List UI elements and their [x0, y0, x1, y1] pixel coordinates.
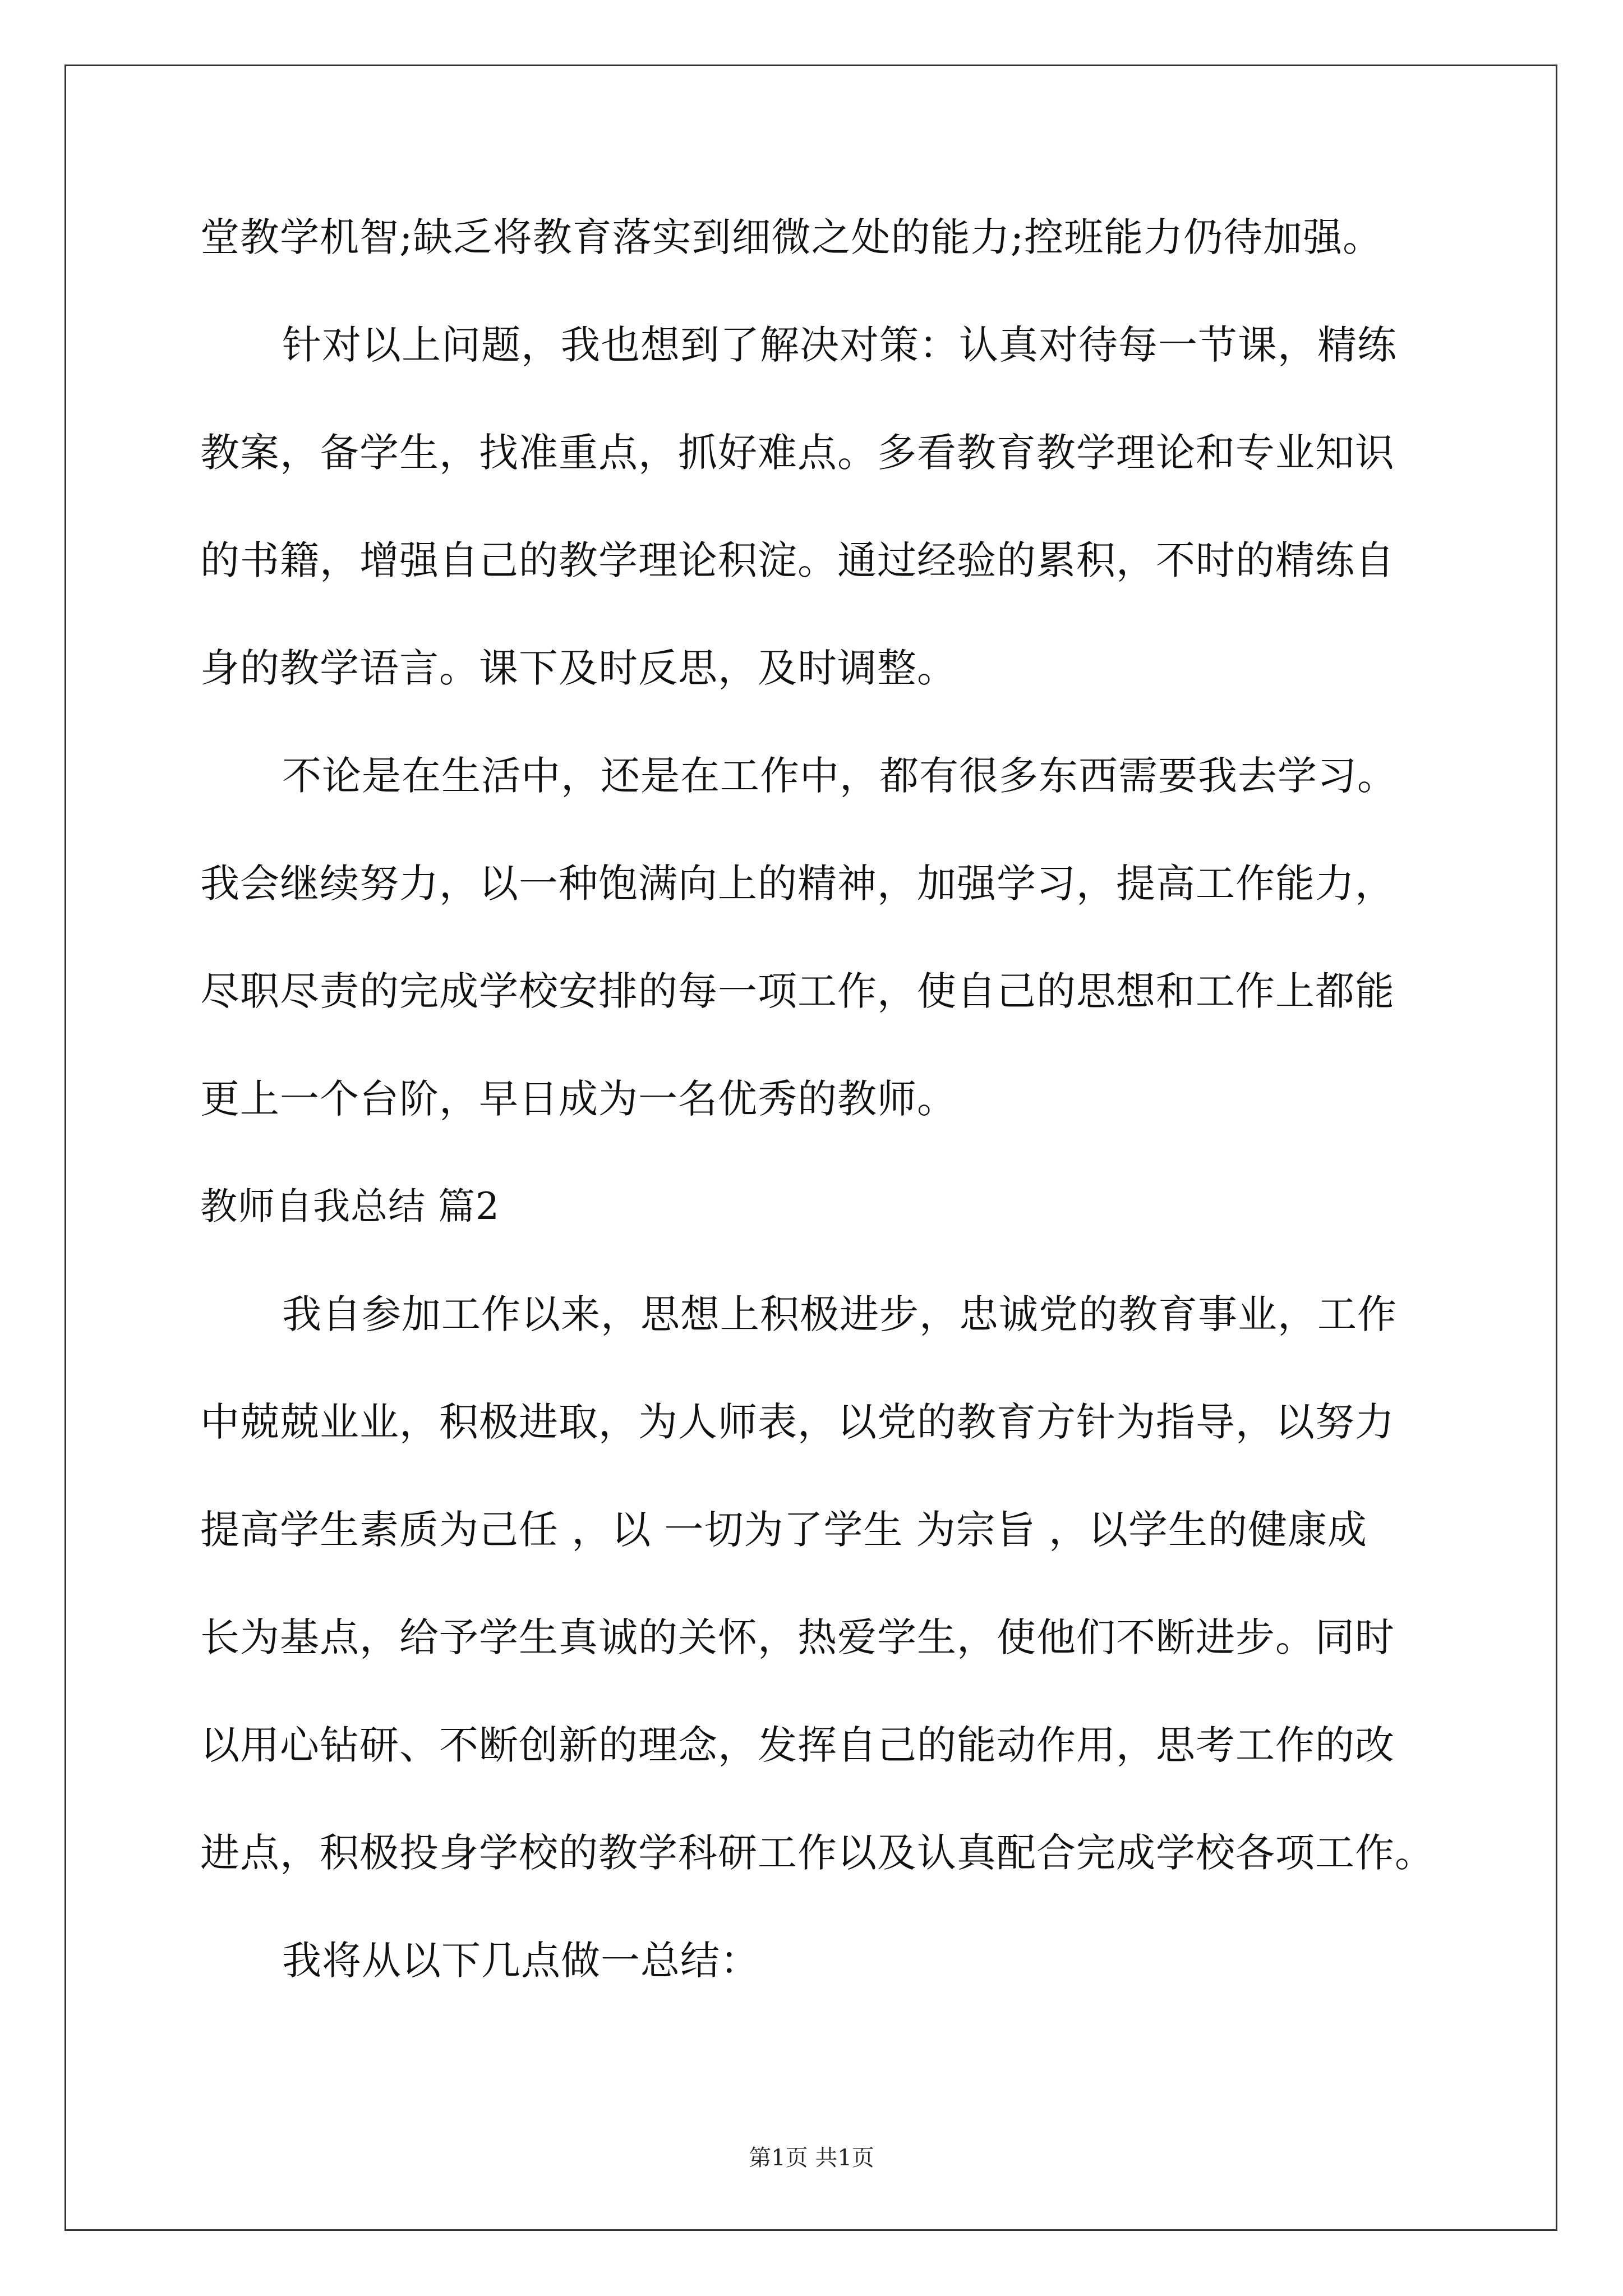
paragraph-line: 尽职尽责的完成学校安排的每一项工作，使自己的思想和工作上都能 — [200, 968, 1395, 1014]
paragraph-line: 以用心钻研、不断创新的理念，发挥自己的能动作用，思考工作的改 — [200, 1722, 1395, 1768]
paragraph-line: 我会继续努力，以一种饱满向上的精神，加强学习，提高工作能力， — [200, 861, 1395, 907]
paragraph-line: 不论是在生活中，还是在工作中，都有很多东西需要我去学习。 — [282, 753, 1397, 799]
paragraph-line: 我自参加工作以来，思想上积极进步，忠诚党的教育事业，工作 — [282, 1291, 1397, 1337]
paragraph-line: 堂教学机智;缺乏将教育落实到细微之处的能力;控班能力仍待加强。 — [200, 214, 1383, 260]
paragraph-line: 身的教学语言。课下及时反思，及时调整。 — [200, 645, 957, 691]
section-heading: 教师自我总结 篇2 — [200, 1185, 500, 1228]
paragraph-line: 提高学生素质为己任 ，以 一切为了学生 为宗旨 ，以学生的健康成 — [200, 1507, 1368, 1553]
paragraph-line: 更上一个台阶，早日成为一名优秀的教师。 — [200, 1076, 957, 1122]
page-number: 第1页 共1页 — [749, 2145, 874, 2171]
paragraph-line: 的书籍，增强自己的教学理论积淀。通过经验的累积，不时的精练自 — [200, 537, 1395, 583]
paragraph-line: 长为基点，给予学生真诚的关怀，热爱学生，使他们不断进步。同时 — [200, 1614, 1395, 1660]
document-body — [200, 210, 1484, 2041]
paragraph-line: 我将从以下几点做一总结： — [282, 1938, 760, 1984]
paragraph-line: 针对以上问题，我也想到了解决对策：认真对待每一节课，精练 — [282, 322, 1397, 368]
paragraph-line: 进点，积极投身学校的教学科研工作以及认真配合完成学校各项工作。 — [200, 1830, 1435, 1876]
paragraph-line: 教案，备学生，找准重点，抓好难点。多看教育教学理论和专业知识 — [200, 430, 1395, 476]
paragraph-line: 中兢兢业业，积极进取，为人师表，以党的教育方针为指导，以努力 — [200, 1399, 1395, 1445]
